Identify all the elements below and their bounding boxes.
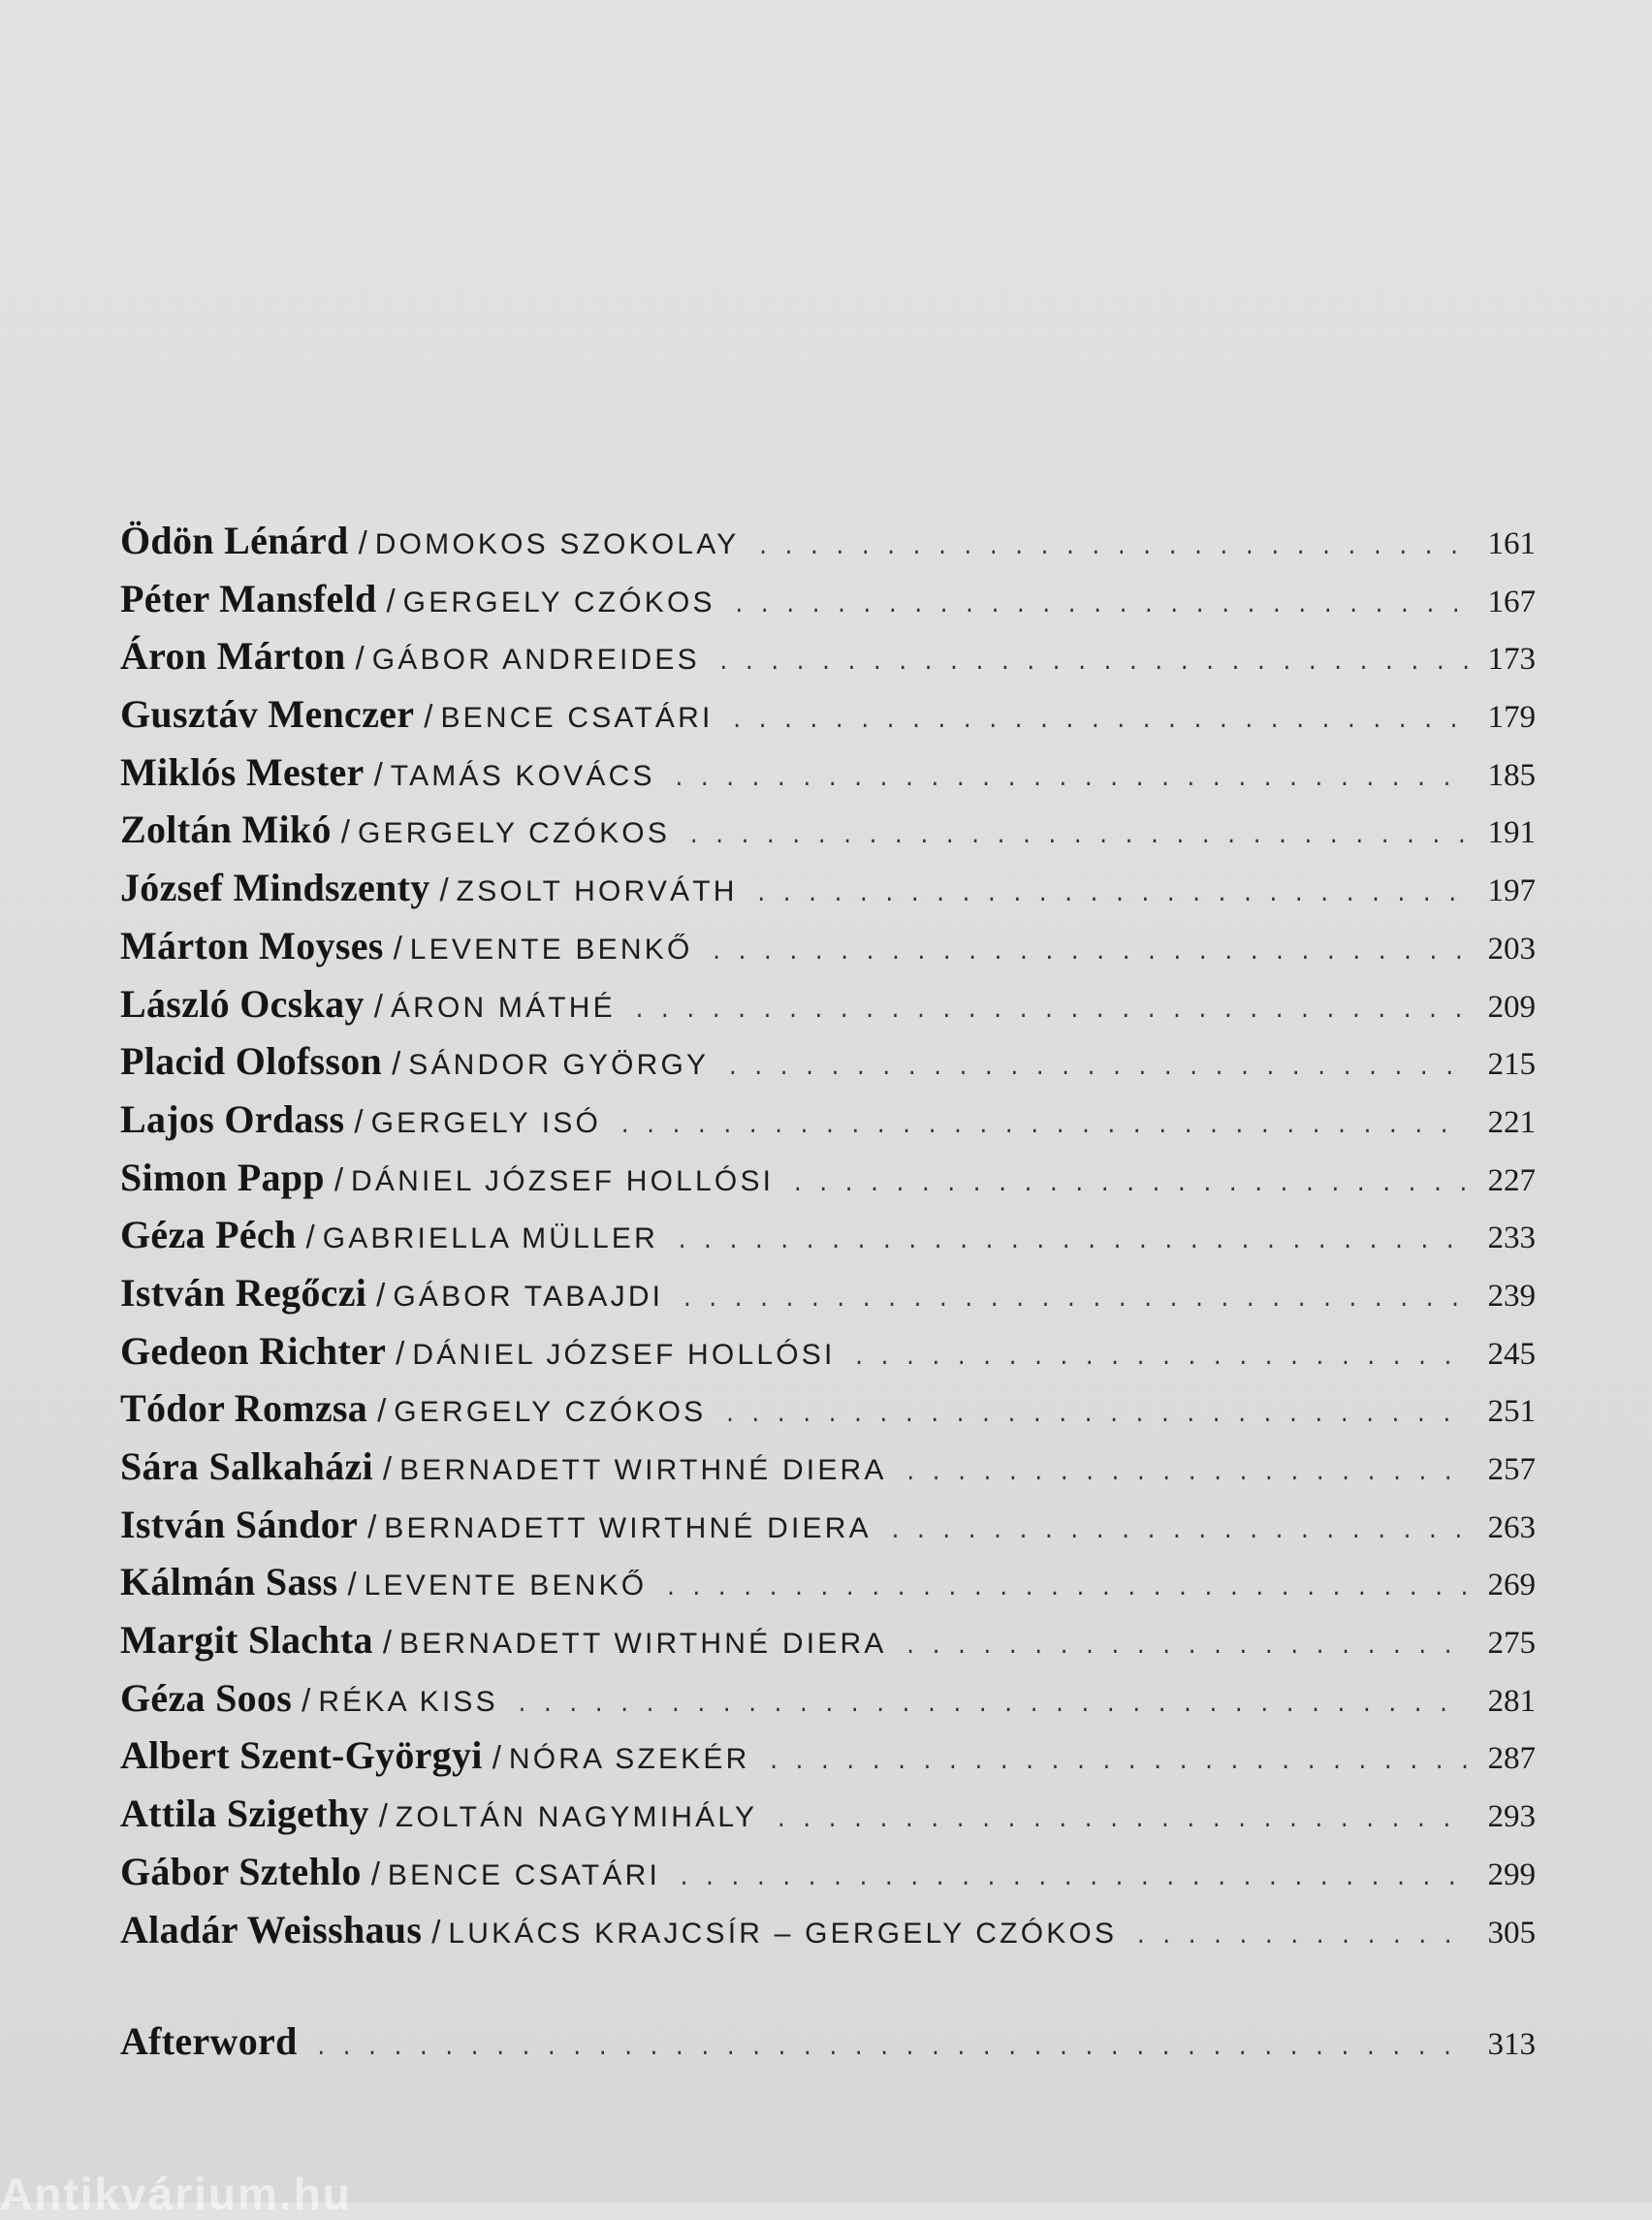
entry-page-number: 233 bbox=[1487, 1221, 1536, 1256]
entry-page-number: 281 bbox=[1487, 1683, 1536, 1719]
toc-entry bbox=[120, 627, 1536, 685]
entry-subject-name: Gedeon Richter bbox=[120, 1328, 387, 1373]
entry-subject-name: József Mindszenty bbox=[120, 866, 430, 910]
toc-entry bbox=[120, 975, 1536, 1033]
entry-separator: / bbox=[386, 582, 396, 618]
entry-subject-name: Margit Slachta bbox=[120, 1618, 373, 1663]
entry-page-number: 305 bbox=[1487, 1915, 1536, 1950]
entry-author: ZSOLT HORVÁTH bbox=[456, 875, 738, 908]
entry-page-number: 257 bbox=[1487, 1452, 1536, 1487]
entry-separator: / bbox=[393, 929, 402, 966]
entry-author: GÁBOR ANDREIDES bbox=[371, 644, 700, 677]
entry-subject-name: Simon Papp bbox=[120, 1155, 325, 1199]
entry-subject-name: Ödön Lénárd bbox=[120, 519, 349, 562]
entry-page-number: 185 bbox=[1487, 757, 1536, 793]
entry-author: GERGELY CZÓKOS bbox=[357, 817, 671, 850]
entry-subject-name: Péter Mansfeld bbox=[120, 576, 377, 620]
entry-separator: / bbox=[358, 524, 367, 560]
entry-subject-name: István Regőczi bbox=[120, 1270, 367, 1315]
entry-page-number: 215 bbox=[1487, 1047, 1536, 1083]
entry-author: BERNADETT WIRTHNÉ DIERA bbox=[399, 1454, 887, 1486]
entry-page-number: 299 bbox=[1487, 1856, 1536, 1892]
afterword-page-number: 313 bbox=[1487, 2027, 1536, 2063]
entry-separator: / bbox=[431, 1913, 441, 1950]
toc-entry bbox=[120, 1091, 1536, 1149]
entry-page-number: 293 bbox=[1487, 1799, 1536, 1835]
toc-entry bbox=[120, 1264, 1536, 1322]
entry-author: LEVENTE BENKŐ bbox=[409, 933, 693, 966]
entry-author: ZOLTÁN NAGYMIHÁLY bbox=[395, 1801, 758, 1834]
entry-separator: / bbox=[302, 1681, 311, 1718]
entry-page-number: 197 bbox=[1487, 873, 1536, 909]
entry-author: TAMÁS KOVÁCS bbox=[390, 759, 655, 792]
entry-subject-name: Gábor Sztehlo bbox=[120, 1849, 362, 1893]
toc-entry bbox=[120, 1496, 1536, 1554]
entry-page-number: 239 bbox=[1487, 1278, 1536, 1314]
entry-page-number: 191 bbox=[1487, 815, 1536, 851]
entry-separator: / bbox=[367, 1507, 377, 1544]
entry-page-number: 167 bbox=[1487, 584, 1536, 619]
entry-subject-name: Aladár Weisshaus bbox=[120, 1907, 423, 1951]
afterword-title: Afterword bbox=[120, 2019, 298, 2064]
dot-leader bbox=[1134, 1909, 1468, 1967]
entry-author: LEVENTE BENKŐ bbox=[364, 1570, 648, 1602]
entry-separator: / bbox=[392, 1045, 401, 1082]
entry-subject-name: Tódor Romzsa bbox=[120, 1386, 368, 1431]
entry-subject-name: Márton Moyses bbox=[120, 923, 384, 967]
toc-entry-afterword bbox=[120, 2013, 1536, 2071]
entry-author: GERGELY CZÓKOS bbox=[402, 586, 715, 618]
entry-author: GABRIELLA MÜLLER bbox=[322, 1222, 659, 1255]
entry-subject-name: István Sándor bbox=[120, 1502, 359, 1546]
entry-page-number: 161 bbox=[1487, 526, 1536, 561]
toc-entry bbox=[120, 859, 1536, 917]
toc-entry bbox=[120, 1438, 1536, 1496]
entry-author: LUKÁCS KRAJCSÍR – GERGELY CZÓKOS bbox=[448, 1917, 1118, 1950]
entry-subject-name: Áron Márton bbox=[120, 634, 346, 679]
entry-separator: / bbox=[377, 1392, 387, 1429]
entry-subject-name: Zoltán Mikó bbox=[120, 808, 332, 852]
entry-subject-name: Albert Szent-Györgyi bbox=[120, 1733, 483, 1778]
entry-separator: / bbox=[376, 1276, 386, 1313]
toc-entry bbox=[120, 744, 1536, 802]
entry-author: GÁBOR TABAJDI bbox=[393, 1280, 664, 1313]
entry-separator: / bbox=[492, 1739, 501, 1776]
entry-subject-name: Miklós Mester bbox=[120, 749, 365, 794]
entry-separator: / bbox=[340, 813, 350, 850]
entry-author: BERNADETT WIRTHNÉ DIERA bbox=[384, 1511, 872, 1544]
entry-page-number: 221 bbox=[1487, 1104, 1536, 1140]
entry-separator: / bbox=[373, 755, 383, 792]
entry-page-number: 269 bbox=[1487, 1568, 1536, 1603]
entry-author: BENCE CSATÁRI bbox=[440, 702, 714, 735]
toc-entry bbox=[120, 917, 1536, 975]
entry-subject-name: Géza Soos bbox=[120, 1675, 293, 1720]
watermark: Antikvárium.hu bbox=[0, 2169, 352, 2219]
entry-author: DÁNIEL JÓZSEF HOLLÓSI bbox=[412, 1338, 836, 1371]
dot-leader bbox=[315, 2020, 1468, 2078]
entry-author: BENCE CSATÁRI bbox=[387, 1858, 660, 1891]
entry-subject-name: Attila Szigethy bbox=[120, 1792, 369, 1836]
entry-page-number: 209 bbox=[1487, 989, 1536, 1025]
entry-page-number: 173 bbox=[1487, 642, 1536, 678]
toc-entry bbox=[120, 1843, 1536, 1901]
entry-author: GERGELY CZÓKOS bbox=[394, 1396, 707, 1429]
entry-subject-name: Lajos Ordass bbox=[120, 1096, 345, 1141]
entry-separator: / bbox=[382, 1624, 392, 1661]
entry-subject-name: László Ocskay bbox=[120, 981, 365, 1026]
toc-entry bbox=[120, 1727, 1536, 1785]
entry-separator: / bbox=[378, 1797, 388, 1834]
toc-entry bbox=[120, 1785, 1536, 1843]
entry-subject-name: Gusztáv Menczer bbox=[120, 692, 415, 737]
entry-author: DÁNIEL JÓZSEF HOLLÓSI bbox=[351, 1164, 775, 1197]
entry-author: SÁNDOR GYÖRGY bbox=[408, 1049, 710, 1082]
entry-separator: / bbox=[347, 1566, 357, 1602]
entry-separator: / bbox=[373, 987, 383, 1024]
entry-separator: / bbox=[424, 698, 433, 735]
entry-page-number: 275 bbox=[1487, 1626, 1536, 1662]
entry-subject-name: Géza Péch bbox=[120, 1213, 297, 1257]
toc-entry bbox=[120, 801, 1536, 859]
entry-author: BERNADETT WIRTHNÉ DIERA bbox=[399, 1628, 887, 1661]
entry-separator: / bbox=[355, 640, 365, 677]
entry-author: GERGELY ISÓ bbox=[370, 1106, 602, 1139]
entry-page-number: 287 bbox=[1487, 1741, 1536, 1777]
entry-subject-name: Placid Olofsson bbox=[120, 1039, 383, 1084]
entry-separator: / bbox=[439, 872, 449, 908]
entry-page-number: 227 bbox=[1487, 1162, 1536, 1198]
entry-separator: / bbox=[396, 1334, 405, 1371]
toc-entry bbox=[120, 1149, 1536, 1207]
entry-subject-name: Sára Salkaházi bbox=[120, 1444, 373, 1488]
entry-separator: / bbox=[382, 1450, 393, 1486]
entry-page-number: 203 bbox=[1487, 931, 1536, 967]
entry-page-number: 245 bbox=[1487, 1336, 1536, 1372]
entry-author: RÉKA KISS bbox=[318, 1685, 498, 1718]
toc-entry bbox=[120, 1669, 1536, 1728]
entry-page-number: 251 bbox=[1487, 1394, 1536, 1430]
toc-entry bbox=[120, 1901, 1536, 1959]
toc-entry bbox=[120, 1380, 1536, 1438]
entry-separator: / bbox=[354, 1102, 364, 1139]
entry-separator: / bbox=[370, 1855, 380, 1891]
entry-author: ÁRON MÁTHÉ bbox=[390, 991, 616, 1024]
table-of-contents bbox=[120, 512, 1536, 2071]
entry-page-number: 263 bbox=[1487, 1509, 1536, 1545]
entry-subject-name: Kálmán Sass bbox=[120, 1560, 338, 1604]
toc-entry bbox=[120, 1611, 1536, 1669]
toc-entry bbox=[120, 685, 1536, 744]
entry-author: DOMOKOS SZOKOLAY bbox=[374, 528, 740, 560]
toc-entry bbox=[120, 1032, 1536, 1091]
toc-entry bbox=[120, 1322, 1536, 1380]
entry-page-number: 179 bbox=[1487, 700, 1536, 736]
entry-separator: / bbox=[334, 1160, 344, 1197]
entry-separator: / bbox=[305, 1219, 315, 1255]
entry-author: NÓRA SZEKÉR bbox=[508, 1743, 750, 1776]
toc-entry bbox=[120, 1206, 1536, 1264]
toc-entry bbox=[120, 570, 1536, 628]
toc-entry bbox=[120, 1553, 1536, 1611]
toc-entry bbox=[120, 512, 1536, 570]
